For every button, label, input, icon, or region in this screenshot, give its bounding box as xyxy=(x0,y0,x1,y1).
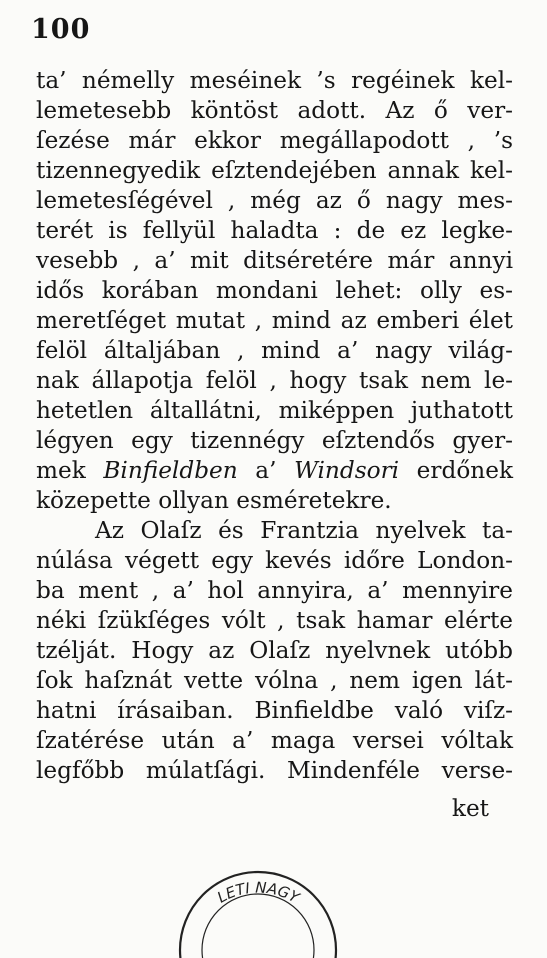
text-line: núlása végett egy kevés időre London- xyxy=(36,547,513,574)
text-line: felöl általjában , mind a’ nagy világ- xyxy=(36,337,513,364)
library-stamp xyxy=(168,858,348,958)
text-line: ba ment , a’ hol annyira, a’ mennyire xyxy=(36,577,513,604)
text-line: vesebb , a’ mit ditséretére már annyi xyxy=(36,247,513,274)
text-line: néki ſzükſéges vólt , tsak hamar elérte xyxy=(36,607,513,634)
place-name: Windsori xyxy=(294,457,400,484)
text-line: lemetesſégével , még az ő nagy mes- xyxy=(36,187,513,214)
text-line: nak állapotja felöl , hogy tsak nem le- xyxy=(36,367,513,394)
line-text: erdőnek xyxy=(399,457,513,484)
text-line-with-places xyxy=(36,456,513,486)
text-line: ſok haſznát vette vólna , nem igen lát- xyxy=(36,667,513,694)
text-line: meretſéget mutat , mind az emberi élet xyxy=(36,307,513,334)
svg-text:LETI NAGY xyxy=(214,878,304,907)
text-line: hatni írásaiban. Binfieldbe való viſz- xyxy=(36,697,513,724)
catchword: ket xyxy=(451,795,489,822)
page-number: 100 xyxy=(31,14,91,45)
text-line: ta’ némelly meséinek ’s regéinek kel- xyxy=(36,67,513,94)
text-line: tzélját. Hogy az Olaſz nyelvnek utóbb xyxy=(36,637,513,664)
text-line: ſezése már ekkor megállapodott , ’s xyxy=(36,127,513,154)
text-line: legfőbb múlatſági. Mindenféle verse- xyxy=(36,757,513,784)
line-text: mek xyxy=(36,457,104,484)
line-text: a’ xyxy=(237,457,295,484)
text-line: Az Olaſz és Frantzia nyelvek ta- xyxy=(95,517,513,544)
text-line: terét is fellyül haladta : de ez legke- xyxy=(36,217,513,244)
text-line: közepette ollyan esméretekre. xyxy=(36,487,392,514)
stamp-text: LETI NAGY xyxy=(214,878,303,907)
text-line: tizennegyedik eſztendejében annak kel- xyxy=(36,157,513,184)
place-name: Binfieldben xyxy=(103,457,238,484)
text-line: ſzatérése után a’ maga versei vóltak xyxy=(36,727,513,754)
text-line: hetetlen általlátni, miképpen juthatott xyxy=(36,397,513,424)
text-line: légyen egy tizennégy eſztendős gyer- xyxy=(36,427,513,454)
text-line: lemetesebb köntöst adott. Az ő ver- xyxy=(36,97,513,124)
text-line: idős korában mondani lehet: olly es- xyxy=(36,277,513,304)
